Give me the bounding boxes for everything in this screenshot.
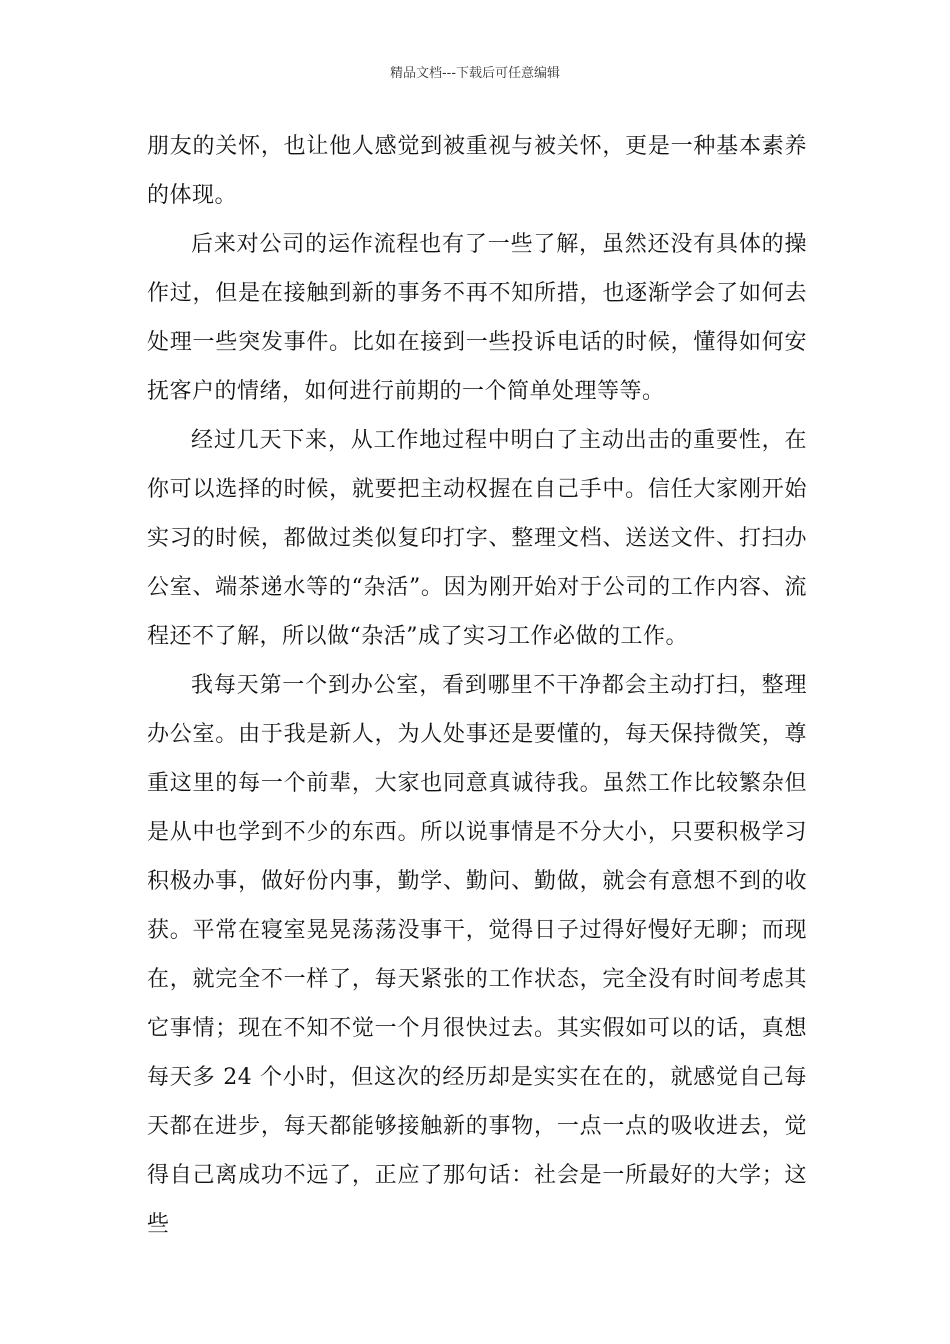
- page-header: 精品文档---下载后可任意编辑: [389, 66, 561, 81]
- paragraph-workflow: 后来对公司的运作流程也有了一些了解，虽然还没有具体的操作过，但是在接触到新的事务不再不知所措，也逐渐学会了如何去处理一些突发事件。比如在接到一些投诉电话的时候，懂得如何安抚客户的情绪，如何进行前期的一个简单处理等等。: [147, 232, 807, 404]
- paragraph-continuation: 朋友的关怀，也让他人感觉到被重视与被关怀，更是一种基本素养的体现。: [147, 134, 807, 208]
- document-body: [147, 122, 807, 1249]
- paragraph-initiative: 经过几天下来，从工作地过程中明白了主动出击的重要性，在你可以选择的时候，就要把主动权握在自己手中。信任大家刚开始实习的时候，都做过类似复印打字、整理文档、送送文件、打扫办公室、端茶递水等的“杂活”。因为刚开始对于公司的工作内容、流程还不了解，所以做“杂活”成了实习工作必做的工作。: [147, 428, 807, 649]
- paragraph-daily-routine: 我每天第一个到办公室，看到哪里不干净都会主动打扫，整理办公室。由于我是新人，为人处事还是要懂的，每天保持微笑，尊重这里的每一个前辈，大家也同意真诚待我。虽然工作比较繁杂但是从中也学到不少的东西。所以说事情是不分大小，只要积极学习积极办事，做好份内事，勤学、勤问、勤做，就会有意想不到的收获。平常在寝室晃晃荡荡没事干，觉得日子过得好慢好无聊；而现在，就完全不一样了，每天紧张的工作状态，完全没有时间考虑其它事情；现在不知不觉一个月很快过去。其实假如可以的话，真想每天多 24 个小时，但这次的经历却是实实在在的，就感觉自己每天都在进步，每天都能够接触新的事物，一点一点的吸收进去，觉得自己离成功不远了，正应了那句话：社会是一所最好的大学；这些: [147, 673, 807, 1237]
